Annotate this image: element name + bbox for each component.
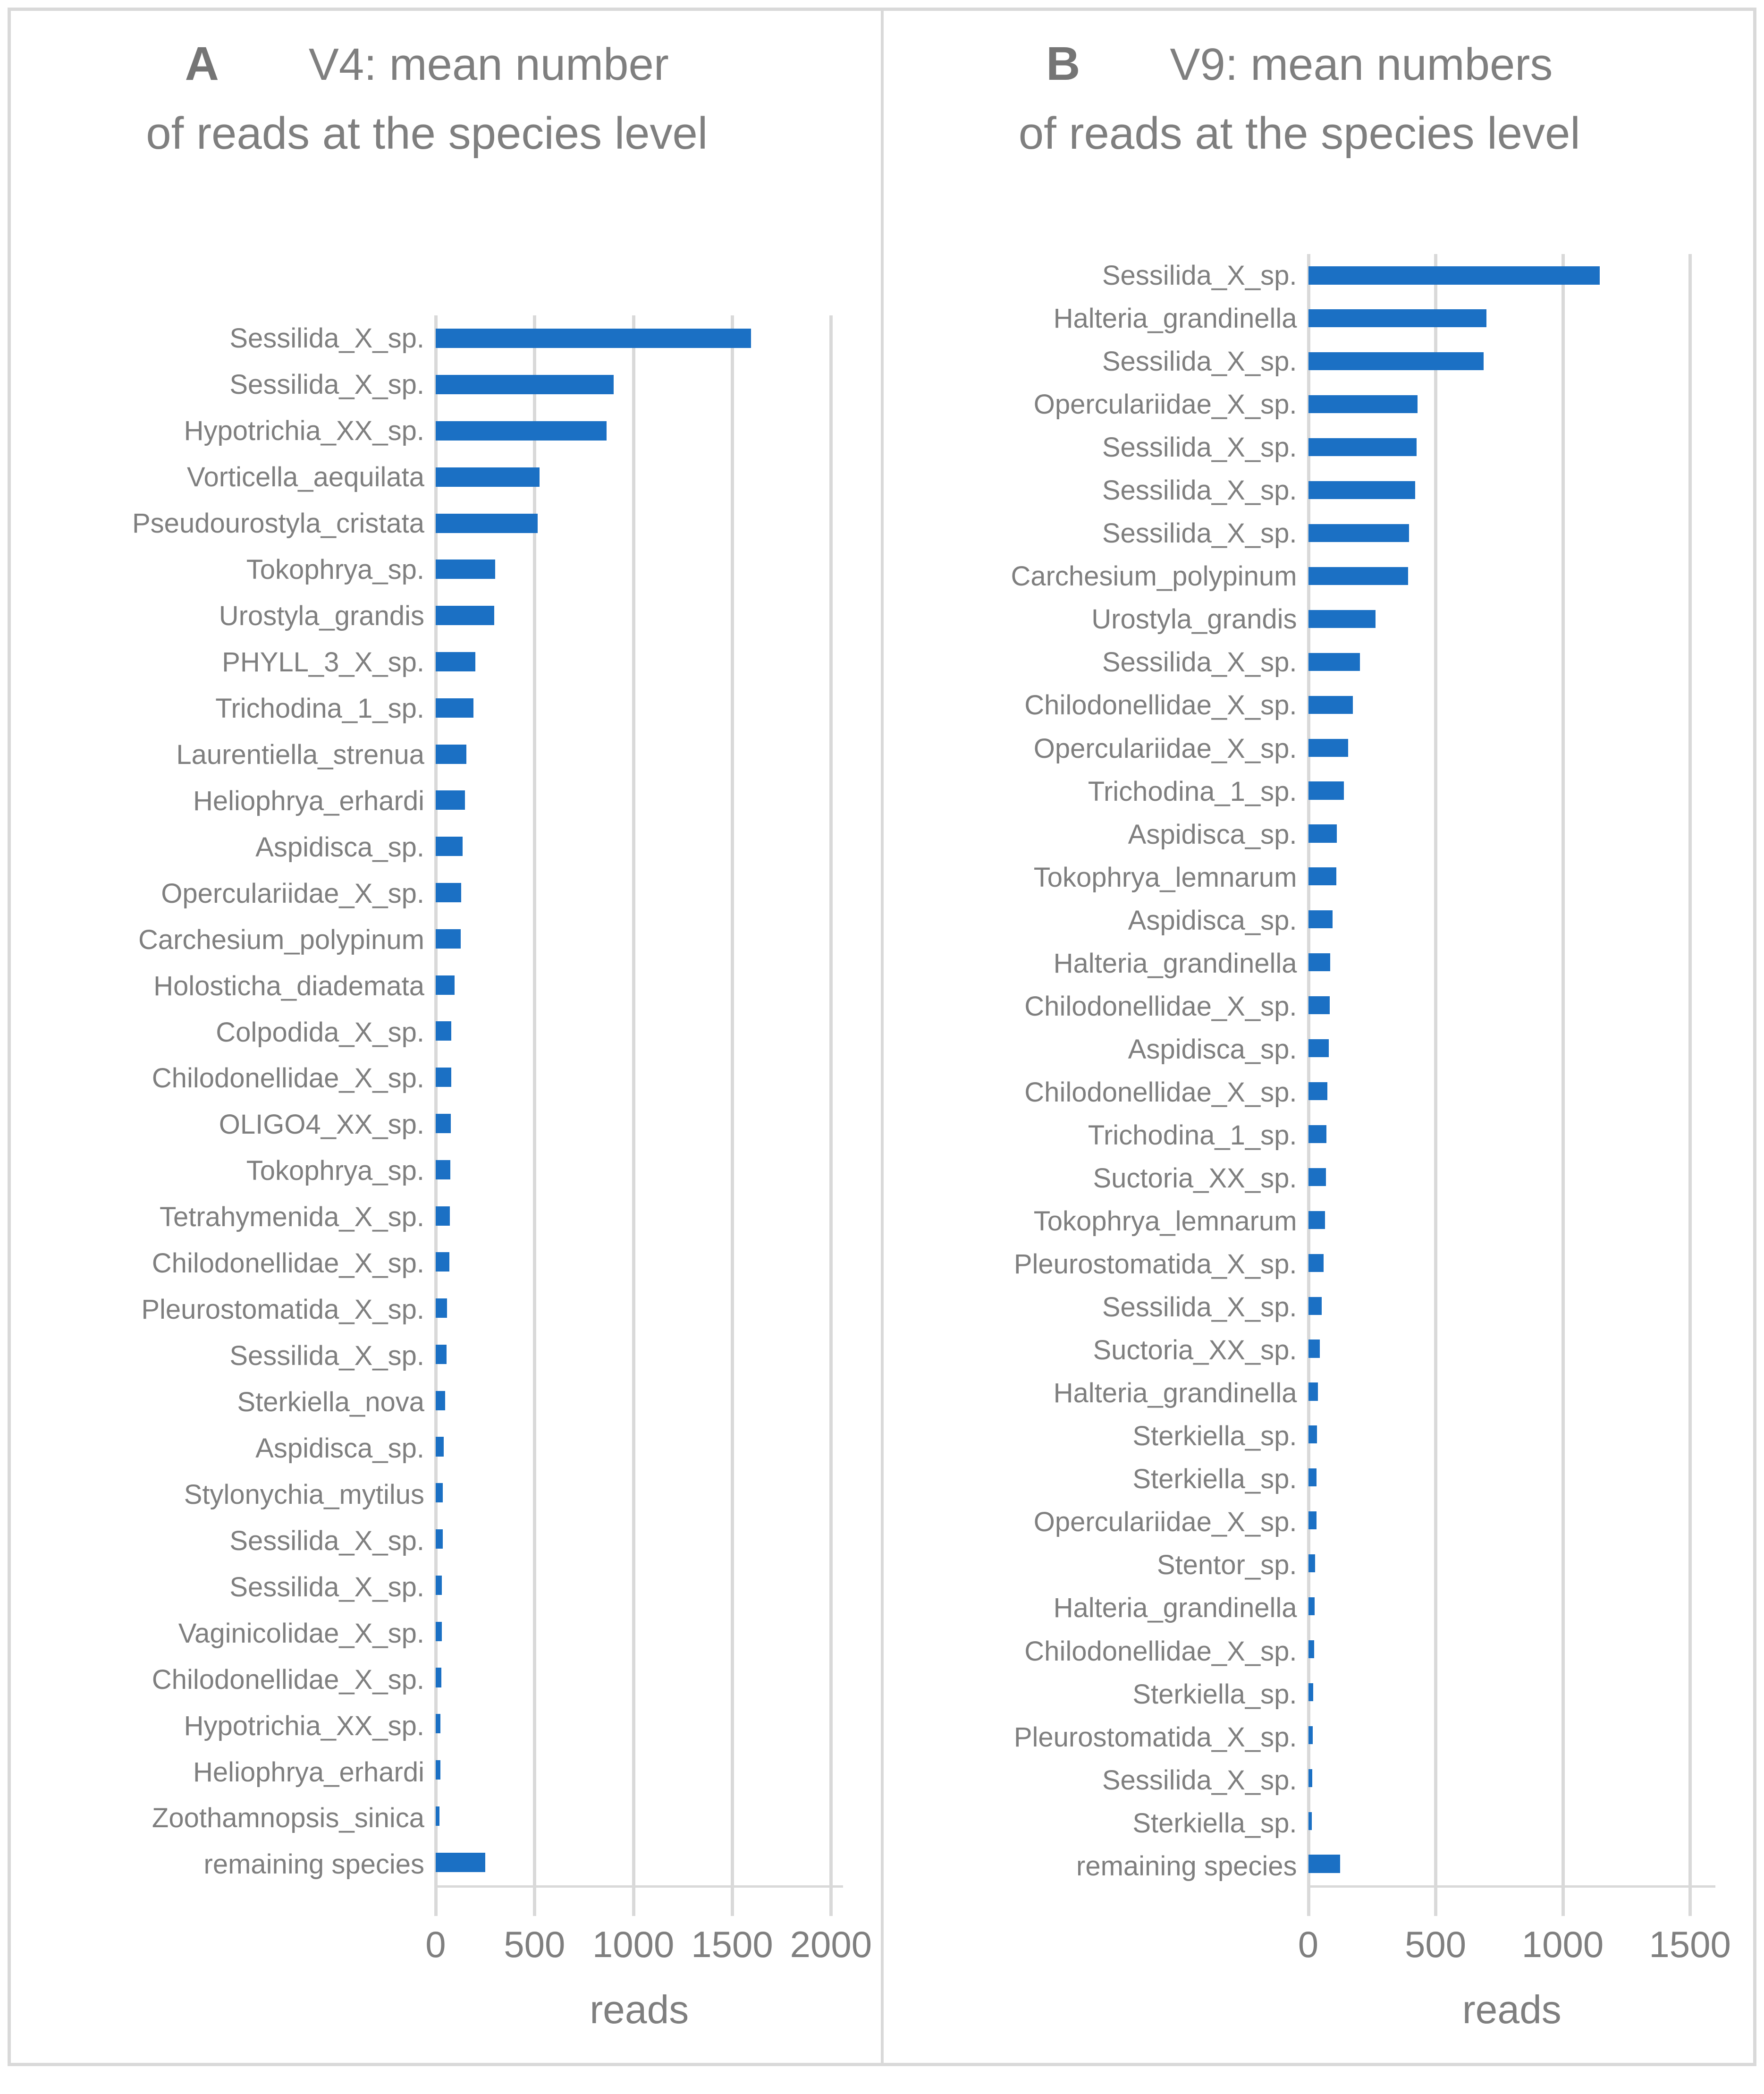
category-label: Suctoria_XX_sp. xyxy=(1093,1335,1297,1366)
bar xyxy=(1308,1468,1317,1486)
bar xyxy=(436,1622,442,1641)
bar-row xyxy=(436,362,843,408)
bar-row xyxy=(1308,726,1716,769)
category-label: remaining species xyxy=(203,1849,424,1880)
category-label: Trichodina_1_sp. xyxy=(1088,1119,1297,1151)
bar xyxy=(1308,1640,1314,1658)
bar-row xyxy=(1308,1499,1716,1542)
bar xyxy=(436,1668,441,1687)
category-label: Tokophrya_lemnarum xyxy=(1033,1206,1297,1237)
bar-row xyxy=(1308,1413,1716,1456)
category-label: Sessilida_X_sp. xyxy=(1102,475,1297,506)
category-label: Carchesium_polypinum xyxy=(138,924,424,955)
bar xyxy=(1308,309,1486,327)
bar xyxy=(1308,1597,1315,1615)
category-label: Trichodina_1_sp. xyxy=(215,693,424,724)
category-label: Trichodina_1_sp. xyxy=(1088,776,1297,807)
bar xyxy=(436,1345,447,1364)
bar-row xyxy=(436,1747,843,1793)
category-label: Sessilida_X_sp. xyxy=(229,1525,424,1556)
panel-v4 xyxy=(11,11,881,2063)
category-label: Aspidisca_sp. xyxy=(1128,905,1297,936)
category-label: Zoothamnopsis_sinica xyxy=(152,1803,424,1834)
bar xyxy=(436,790,465,810)
panel-v4-title-line1: V4: mean number xyxy=(308,39,669,90)
bar-row xyxy=(1308,640,1716,683)
category-axis xyxy=(884,254,1308,1888)
bar-row xyxy=(1308,1284,1716,1327)
bar-row xyxy=(436,1285,843,1331)
bar-row xyxy=(1308,1542,1716,1585)
bar xyxy=(1308,953,1330,971)
bar-row xyxy=(1308,1842,1716,1885)
bar xyxy=(1308,567,1409,585)
category-label: Sterkiella_nova xyxy=(237,1387,424,1418)
category-label: Sterkiella_sp. xyxy=(1132,1679,1297,1710)
bar xyxy=(1308,696,1353,714)
bar xyxy=(436,1853,485,1872)
category-label: Sessilida_X_sp. xyxy=(1102,346,1297,377)
bar-row xyxy=(1308,1198,1716,1241)
category-label: Halteria_grandinella xyxy=(1053,948,1297,979)
bar xyxy=(436,560,495,579)
category-label: Chilodonellidae_X_sp. xyxy=(1024,1077,1297,1108)
bar xyxy=(436,375,614,394)
bar-row xyxy=(1308,1670,1716,1713)
bar-row xyxy=(1308,469,1716,512)
x-tick-label: 500 xyxy=(1404,1924,1467,1965)
category-label: Sterkiella_sp. xyxy=(1132,1464,1297,1495)
bar-row xyxy=(1308,1628,1716,1671)
bar-chart-v9 xyxy=(884,254,1731,1965)
category-label: Aspidisca_sp. xyxy=(255,831,424,863)
category-label: Operculariidae_X_sp. xyxy=(1033,1507,1297,1538)
category-label: Halteria_grandinella xyxy=(1053,303,1297,334)
bar-row xyxy=(1308,1585,1716,1628)
category-label: Sessilida_X_sp. xyxy=(229,369,424,400)
bar xyxy=(1308,1812,1312,1830)
bar-row xyxy=(436,315,843,362)
category-label: Operculariidae_X_sp. xyxy=(1033,389,1297,420)
category-label: Sessilida_X_sp. xyxy=(1102,1764,1297,1796)
bar-row xyxy=(436,1377,843,1424)
bar-row xyxy=(436,1701,843,1747)
bar-row xyxy=(1308,254,1716,297)
bar-row xyxy=(436,500,843,546)
bar xyxy=(436,929,461,949)
category-label: Operculariidae_X_sp. xyxy=(1033,733,1297,764)
bar xyxy=(436,1160,450,1179)
bar-row xyxy=(1308,597,1716,640)
panel-v4-title-line2: of reads at the species level xyxy=(146,108,708,159)
bar-row xyxy=(1308,1112,1716,1155)
bar-row xyxy=(1308,984,1716,1027)
bar-row xyxy=(436,1793,843,1840)
bar xyxy=(1308,1726,1313,1744)
bar-row xyxy=(436,408,843,454)
bar xyxy=(436,1068,451,1087)
bar-row xyxy=(1308,683,1716,726)
bar-row xyxy=(1308,383,1716,426)
bar-chart-v4 xyxy=(11,315,872,1965)
bar xyxy=(436,883,461,902)
bar xyxy=(436,1252,449,1272)
x-axis-ticks xyxy=(425,1885,872,1975)
category-label: Vaginicolidae_X_sp. xyxy=(178,1618,424,1649)
bar xyxy=(1308,1855,1340,1873)
bar xyxy=(436,1576,442,1595)
bar xyxy=(436,421,607,441)
x-axis-ticks xyxy=(1298,1885,1731,1975)
category-label: Halteria_grandinella xyxy=(1053,1378,1297,1409)
bar-row xyxy=(436,639,843,685)
category-label: Stylonychia_mytilus xyxy=(184,1479,424,1510)
bar xyxy=(1308,395,1418,413)
x-tick-label: 1500 xyxy=(691,1924,773,1965)
category-label: Chilodonellidae_X_sp. xyxy=(152,1248,424,1279)
category-label: Aspidisca_sp. xyxy=(1128,819,1297,850)
category-label: Pleurostomatida_X_sp. xyxy=(141,1294,424,1325)
category-label: Sessilida_X_sp. xyxy=(229,323,424,354)
bar-row xyxy=(436,1331,843,1378)
bar-row xyxy=(1308,340,1716,383)
x-tick-label: 2000 xyxy=(790,1924,872,1965)
bar xyxy=(1308,1082,1327,1100)
bar xyxy=(436,698,473,718)
category-label: Sessilida_X_sp. xyxy=(1102,260,1297,291)
bar xyxy=(436,1021,451,1041)
bar-row xyxy=(1308,512,1716,555)
bar-row xyxy=(436,546,843,593)
x-tick-label: 1500 xyxy=(1649,1924,1731,1965)
bar xyxy=(436,1114,451,1133)
bar xyxy=(1308,1683,1314,1701)
bar xyxy=(1308,1425,1317,1443)
x-tick-label: 500 xyxy=(504,1924,565,1965)
category-label: Hypotrichia_XX_sp. xyxy=(184,1710,424,1741)
bar xyxy=(436,467,540,487)
category-label: remaining species xyxy=(1076,1850,1297,1882)
bar xyxy=(1308,910,1333,928)
panel-letter-b: B xyxy=(1046,37,1080,90)
bar xyxy=(1308,1211,1325,1229)
x-tick-label: 0 xyxy=(1298,1924,1319,1965)
bar xyxy=(1308,1339,1320,1357)
panel-v9-title-line2: of reads at the species level xyxy=(1018,108,1580,159)
panel-v9-title-block xyxy=(884,11,1716,178)
category-label: Vorticella_aequilata xyxy=(186,462,424,493)
x-tick-label: 0 xyxy=(425,1924,446,1965)
category-label: Sessilida_X_sp. xyxy=(1102,647,1297,678)
bar-row xyxy=(1308,1027,1716,1070)
bar xyxy=(1308,438,1417,456)
bar xyxy=(1308,996,1330,1014)
category-label: Heliophrya_erhardi xyxy=(193,1756,424,1788)
category-label: Chilodonellidae_X_sp. xyxy=(152,1664,424,1695)
category-label: Holosticha_diademata xyxy=(153,970,424,1001)
bar xyxy=(1308,867,1336,885)
bar xyxy=(436,1206,450,1226)
bar xyxy=(1308,352,1484,370)
bar-row xyxy=(1308,1713,1716,1756)
category-label: Tokophrya_sp. xyxy=(246,1155,424,1187)
bars xyxy=(436,315,843,1885)
bar xyxy=(436,1391,445,1410)
bar-row xyxy=(1308,1456,1716,1499)
plot-area xyxy=(425,315,872,1965)
bar xyxy=(1308,1168,1326,1186)
category-label: Pleurostomatida_X_sp. xyxy=(1013,1721,1297,1753)
category-label: Sterkiella_sp. xyxy=(1132,1807,1297,1839)
bars xyxy=(1308,254,1716,1885)
bar-row xyxy=(1308,1070,1716,1113)
bar xyxy=(436,1483,443,1502)
bar-row xyxy=(1308,1799,1716,1842)
bar-row xyxy=(436,1101,843,1147)
bar xyxy=(1308,653,1360,671)
category-label: PHYLL_3_X_sp. xyxy=(222,647,424,678)
bar-row xyxy=(436,1146,843,1193)
bar xyxy=(436,837,463,856)
bar-row xyxy=(436,1608,843,1654)
category-label: Stentor_sp. xyxy=(1156,1550,1297,1581)
category-label: Operculariidae_X_sp. xyxy=(161,878,424,909)
panel-v9 xyxy=(881,11,1754,2063)
bar-row xyxy=(1308,1327,1716,1370)
category-label: OLIGO4_XX_sp. xyxy=(219,1109,424,1140)
x-axis-title: reads xyxy=(590,1987,689,2032)
bar-row xyxy=(436,1839,843,1885)
bar xyxy=(436,1437,444,1456)
panel-letter-a: A xyxy=(185,37,219,90)
bar-row xyxy=(436,731,843,777)
bar-row xyxy=(1308,941,1716,984)
bar xyxy=(436,1714,440,1733)
bar xyxy=(1308,266,1600,284)
bar xyxy=(436,1529,443,1549)
bar xyxy=(436,1298,447,1318)
bar-row xyxy=(1308,1756,1716,1799)
bar xyxy=(1308,781,1344,799)
category-label: Sessilida_X_sp. xyxy=(229,1340,424,1372)
bar xyxy=(436,652,475,671)
category-axis xyxy=(11,315,436,1888)
bar-row xyxy=(436,1008,843,1054)
category-label: Colpodida_X_sp. xyxy=(216,1017,424,1048)
plot-area xyxy=(1298,254,1731,1965)
category-label: Aspidisca_sp. xyxy=(1128,1034,1297,1065)
bar xyxy=(1308,1297,1322,1315)
category-label: Chilodonellidae_X_sp. xyxy=(1024,991,1297,1022)
bar xyxy=(1308,1254,1324,1272)
bar xyxy=(436,1806,439,1826)
bar xyxy=(1308,824,1337,842)
bar-row xyxy=(436,593,843,639)
category-label: Heliophrya_erhardi xyxy=(193,785,424,816)
bar xyxy=(1308,1769,1312,1787)
bar xyxy=(1308,1039,1329,1057)
category-label: Urostyla_grandis xyxy=(219,601,424,632)
bar-row xyxy=(436,1193,843,1239)
bar-row xyxy=(1308,426,1716,469)
bar-row xyxy=(436,777,843,823)
category-label: Urostyla_grandis xyxy=(1091,604,1297,635)
bar-row xyxy=(436,1516,843,1562)
category-label: Sessilida_X_sp. xyxy=(1102,518,1297,549)
bar-row xyxy=(1308,1370,1716,1413)
bar-row xyxy=(1308,812,1716,855)
bar xyxy=(1308,610,1376,628)
bar-row xyxy=(436,823,843,870)
bar xyxy=(1308,524,1409,542)
x-tick-label: 1000 xyxy=(592,1924,675,1965)
category-label: Aspidisca_sp. xyxy=(255,1433,424,1464)
bar-row xyxy=(436,870,843,916)
category-label: Chilodonellidae_X_sp. xyxy=(1024,690,1297,721)
category-label: Tokophrya_sp. xyxy=(246,554,424,585)
bar xyxy=(436,745,466,764)
bar xyxy=(436,329,751,348)
category-label: Chilodonellidae_X_sp. xyxy=(1024,1636,1297,1667)
x-tick-label: 1000 xyxy=(1521,1924,1604,1965)
bar-row xyxy=(1308,898,1716,941)
bar xyxy=(1308,1511,1317,1529)
category-label: Tetrahymenida_X_sp. xyxy=(160,1202,424,1233)
bar-row xyxy=(436,1654,843,1701)
category-label: Chilodonellidae_X_sp. xyxy=(152,1063,424,1094)
bar xyxy=(436,514,538,533)
bar-row xyxy=(1308,769,1716,812)
category-label: Sessilida_X_sp. xyxy=(1102,1292,1297,1323)
category-label: Tokophrya_lemnarum xyxy=(1033,862,1297,893)
category-label: Sterkiella_sp. xyxy=(1132,1421,1297,1452)
figure-two-panel-bar-charts xyxy=(8,8,1756,2066)
bar xyxy=(436,606,494,625)
bar xyxy=(1308,1554,1316,1572)
bar xyxy=(1308,1382,1318,1400)
bar-row xyxy=(436,1239,843,1285)
panel-v9-title-line1: V9: mean numbers xyxy=(1170,39,1553,90)
bar-row xyxy=(436,1054,843,1101)
category-label: Sessilida_X_sp. xyxy=(1102,432,1297,463)
category-label: Laurentiella_strenua xyxy=(176,739,424,770)
bar xyxy=(1308,1125,1327,1143)
bar-row xyxy=(436,1424,843,1470)
bar-row xyxy=(436,454,843,500)
category-label: Carchesium_polypinum xyxy=(1011,561,1297,592)
bar-row xyxy=(1308,554,1716,597)
x-axis-title: reads xyxy=(1462,1987,1561,2032)
bar-row xyxy=(1308,1155,1716,1198)
bar-row xyxy=(436,916,843,962)
category-label: Suctoria_XX_sp. xyxy=(1093,1163,1297,1194)
panel-v4-title-block xyxy=(11,11,843,178)
bar xyxy=(436,975,455,995)
bar xyxy=(1308,481,1415,499)
category-label: Pseudourostyla_cristata xyxy=(132,508,424,539)
bar-row xyxy=(436,685,843,731)
bar-row xyxy=(1308,855,1716,898)
category-label: Hypotrichia_XX_sp. xyxy=(184,415,424,447)
category-label: Sessilida_X_sp. xyxy=(229,1571,424,1602)
category-label: Halteria_grandinella xyxy=(1053,1593,1297,1624)
category-label: Pleurostomatida_X_sp. xyxy=(1013,1249,1297,1280)
bar-row xyxy=(436,1470,843,1516)
bar-row xyxy=(1308,1241,1716,1284)
bar xyxy=(436,1760,440,1780)
bar-row xyxy=(436,1562,843,1609)
bar-row xyxy=(436,962,843,1008)
bar-row xyxy=(1308,297,1716,340)
bar xyxy=(1308,739,1349,757)
